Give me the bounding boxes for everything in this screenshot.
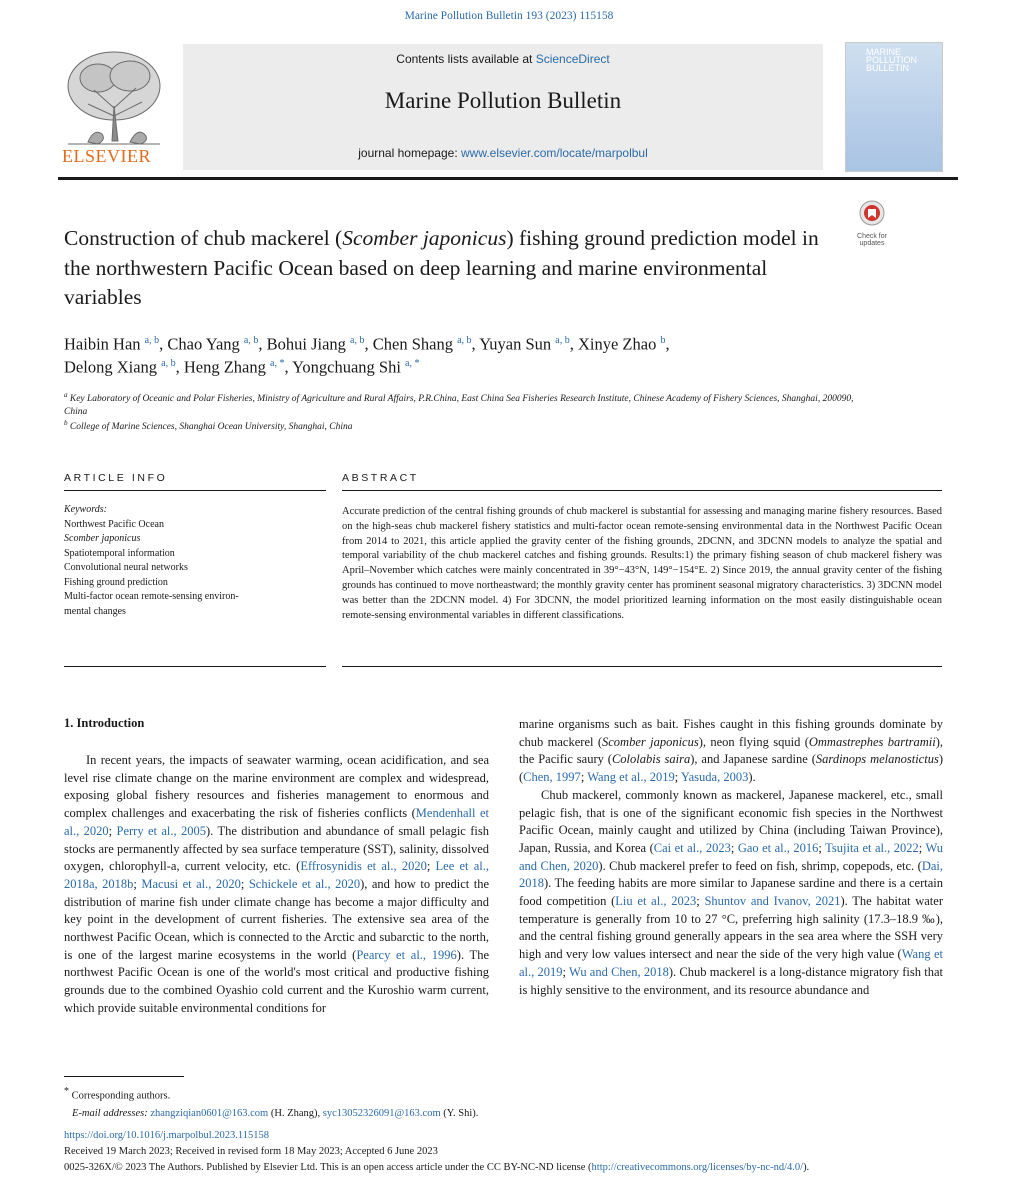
paragraph bbox=[519, 716, 943, 787]
affiliation-b-text: College of Marine Sciences, Shanghai Ocean University, Shanghai, China bbox=[69, 422, 353, 433]
author-affil-marker[interactable]: a, b bbox=[457, 335, 472, 346]
article-title-part2: ) fishing ground prediction model in the northwestern Pacific Ocean based on deep learning and marine environmental variables bbox=[64, 226, 819, 309]
email-owner: (Y. Shi). bbox=[440, 1107, 479, 1119]
citation-link[interactable]: Mendenhall et al., 2020 bbox=[64, 806, 489, 838]
article-title-species: Scomber japonicus bbox=[342, 226, 507, 250]
corresponding-footnote bbox=[64, 1083, 944, 1122]
citation-separator: ; bbox=[240, 876, 249, 891]
citation-separator: ; bbox=[674, 770, 681, 785]
author-name[interactable]: Haibin Han bbox=[64, 334, 141, 354]
paragraph-text: ), and how to predict the distribution of marine fish under climate change has become a major difficulty and key point in the development of current fisheries. The extensive sea area of the northwest Pacific Ocean, which is connected to the Arctic and subarctic to the north, is one of the largest marine ecosystems in the world ( bbox=[64, 876, 490, 962]
paragraph-text: ), and Japanese sardine ( bbox=[690, 752, 816, 767]
author-name[interactable]: Chen Shang bbox=[372, 334, 453, 354]
citation-link[interactable]: Dai, 2018 bbox=[519, 858, 943, 891]
citation-separator: ; bbox=[108, 823, 117, 838]
abstract-divider bbox=[342, 490, 942, 491]
species-name: Cololabis saira bbox=[611, 752, 691, 767]
affiliation-b: $^b$ College of Marine Sciences, Shanghai Ocean University, Shanghai, China bbox=[64, 419, 353, 433]
email-line bbox=[64, 1105, 944, 1122]
article-info-bottom-divider bbox=[64, 666, 326, 667]
paragraph-text: ). Chub mackerel is a long-distance migratory fish that is highly sensitive to the environment, and its resource abundance and bbox=[519, 964, 943, 997]
author-affil-marker[interactable]: a, b bbox=[243, 335, 259, 346]
section-heading-introduction: 1. Introduction bbox=[64, 716, 145, 730]
citation-link[interactable]: Wu and Chen, 2020 bbox=[519, 840, 944, 873]
paragraph-text: ). The feeding habits are more similar to Japanese sardine and there is a certain food competition ( bbox=[519, 876, 943, 909]
header-divider bbox=[58, 177, 958, 180]
license-text: 0025-326X/© 2023 The Authors. Published by Elsevier Ltd. This is an open access article under the CC BY-NC-ND license ( bbox=[64, 1162, 592, 1173]
paragraph-text: ) ( bbox=[519, 752, 943, 785]
citation-link[interactable]: Pearcy et al., 1996 bbox=[356, 947, 457, 962]
citation-separator: ; bbox=[696, 894, 705, 909]
paragraph bbox=[519, 787, 943, 999]
citation-link[interactable]: Wu and Chen, 2018 bbox=[569, 964, 669, 979]
keyword-item: Scomber japonicus bbox=[64, 533, 141, 544]
contents-prefix: Contents lists available at bbox=[396, 52, 536, 66]
citation-link[interactable]: Lee et al., 2018a, 2018b bbox=[64, 859, 490, 891]
body-column-right bbox=[519, 716, 943, 999]
citation-link[interactable]: Effrosynidis et al., 2020 bbox=[300, 859, 427, 874]
species-name: Scomber japonicus bbox=[602, 734, 699, 749]
citation-link[interactable]: Gao et al., 2016 bbox=[737, 840, 819, 855]
email-label: E-mail addresses: bbox=[72, 1107, 148, 1119]
sciencedirect-link[interactable]: ScienceDirect bbox=[535, 52, 610, 66]
keyword-item: Fishing ground prediction bbox=[64, 576, 168, 588]
paragraph-text: In recent years, the impacts of seawater warming, ocean acidification, and sea level rise climate change on the marine environment are complex and widespread, exposing global fishery resources and fisheries management to enormous and complex challenges and exacerbating the risk of fisheries conflicts ( bbox=[64, 753, 489, 821]
author-name[interactable]: Xinye Zhao bbox=[577, 334, 657, 354]
homepage-line bbox=[183, 146, 823, 160]
citation-link[interactable]: Yasuda, 2003 bbox=[680, 770, 749, 785]
citation-link[interactable]: Cai et al., 2023 bbox=[653, 840, 731, 855]
author-affil-marker[interactable]: a, b bbox=[161, 358, 176, 369]
author-affil-marker[interactable]: b bbox=[660, 335, 666, 346]
citation-separator: ; bbox=[730, 840, 738, 855]
keyword-item: Spatiotemporal information bbox=[64, 547, 175, 559]
citation-separator: ; bbox=[426, 859, 436, 874]
citation-separator: ; bbox=[818, 840, 826, 855]
abstract-bottom-divider bbox=[342, 666, 942, 667]
citation-separator: ; bbox=[562, 964, 570, 979]
citation-link[interactable]: Wang et al., 2019 bbox=[519, 947, 943, 979]
author-name[interactable]: Yuyan Sun bbox=[479, 334, 552, 354]
affiliation-a: $^a$ Key Laboratory of Oceanic and Polar Fisheries, Ministry of Agriculture and Rural Affairs, P.R.China, East China Sea Fisheries Research Institute, Chinese Academy of Fishery Sciences, Shanghai, 200090, China bbox=[64, 391, 854, 418]
paragraph-text: ), the Pacific saury ( bbox=[519, 734, 943, 767]
author-list-line: Delong Xiang $^{a, b}$, Heng Zhang $^{a, *}$, Yongchuang Shi $^{a, *}$ bbox=[64, 357, 420, 377]
citation-separator: ; bbox=[133, 876, 142, 891]
species-name: Ommastrephes bartramii bbox=[808, 734, 936, 749]
citation-separator: ; bbox=[580, 770, 588, 785]
elsevier-wordmark: ELSEVIER bbox=[62, 146, 151, 166]
email-link[interactable]: zhangziqian0601@163.com bbox=[150, 1107, 269, 1119]
cover-title: MARINE POLLUTION BULLETIN bbox=[866, 47, 918, 73]
doi-link[interactable]: https://doi.org/10.1016/j.marpolbul.2023.115158 bbox=[64, 1130, 270, 1141]
paragraph-text: ). The habitat water temperature is generally from 10 to 27 °C, preferring high salinity (17.3–18.9 ‰), and the central fishing ground generally appears in the sea area where the SSH very high and very low values intersect and near the side of the very high value ( bbox=[519, 894, 943, 962]
corresponding-label: Corresponding authors. bbox=[71, 1090, 171, 1102]
citation-link[interactable]: Shuntov and Ivanov, 2021 bbox=[704, 894, 841, 909]
contents-line bbox=[183, 52, 823, 66]
check-updates-icon bbox=[859, 200, 885, 226]
journal-homepage-link[interactable]: www.elsevier.com/locate/marpolbul bbox=[461, 146, 648, 160]
license-text: ). bbox=[803, 1162, 810, 1173]
citation-link[interactable]: Wang et al., 2019 bbox=[587, 770, 675, 785]
affiliation-a-text: Key Laboratory of Oceanic and Polar Fisheries, Ministry of Agriculture and Rural Affairs, P.R.China, East China Sea Fisheries Research Institute, Chinese Academy of Fishery Sciences, Shanghai, 200090, China bbox=[64, 394, 854, 418]
homepage-prefix: journal homepage: bbox=[358, 146, 461, 160]
footnote-divider bbox=[64, 1076, 184, 1077]
article-title bbox=[64, 224, 844, 313]
abstract-text: Accurate prediction of the central fishing grounds of chub mackerel is substantial for assessing and managing marine fishery resources. Based on the high-seas chub mackerel fishery statistics and multi-factor ocean remote-sensing environmental data in the Northwest Pacific Ocean from 2014 to 2021, this article applied the gravity center of the fishing grounds, 2DCNN, and 3DCNN models to analyze the spatial and temporal variability of the chub mackerel catches and fishing grounds. Results:1) the primary fishing season of chub mackerel fishery was April–November which catches were mainly concentrated in 39°−43°N, 149°−154°E. 2) Since 2019, the annual gravity center of the fishing grounds has continued to move northeastward; the monthly gravity center has prominent seasonal migratory characteristics. 3) 3DCNN model was better than the 2DCNN model. 4) For 3DCNN, the model prioritized learning information on the most easily distinguishable ocean remote-sensing environmental variables in different classifications. bbox=[342, 506, 942, 621]
author-affil-marker[interactable]: a, b bbox=[555, 335, 570, 346]
paragraph-text: ). bbox=[748, 770, 756, 785]
citation-link[interactable]: Macusi et al., 2020 bbox=[141, 876, 241, 891]
publication-metadata bbox=[64, 1128, 944, 1176]
journal-reference[interactable]: Marine Pollution Bulletin 193 (2023) 115158 bbox=[404, 10, 614, 22]
paragraph bbox=[64, 752, 489, 1018]
article-info-heading: ARTICLE INFO bbox=[64, 472, 168, 484]
author-affil-marker[interactable]: a, b bbox=[144, 335, 160, 346]
author-name[interactable]: Yongchuang Shi bbox=[292, 357, 401, 377]
email-owner: (H. Zhang), bbox=[268, 1107, 323, 1119]
keywords-block bbox=[64, 503, 294, 619]
article-info-divider bbox=[64, 490, 326, 491]
species-name: Sardinops melanostictus bbox=[815, 752, 939, 767]
paragraph-text: ). Chub mackerel prefer to feed on fish, shrimp, copepods, etc. ( bbox=[598, 858, 922, 873]
keyword-item: Multi-factor ocean remote-sensing environ- bbox=[64, 591, 239, 602]
author-name[interactable]: Chao Yang bbox=[167, 334, 240, 354]
author-list-line: Haibin Han $^{a, b}$, Chao Yang $^{a, b}$, Bohui Jiang $^{a, b}$, Chen Shang $^{a, b}$, Yuyan Sun $^{a, b}$, Xinye Zhao $^b$, bbox=[64, 334, 670, 354]
author-affil-marker[interactable]: a, * bbox=[270, 358, 285, 369]
body-column-left bbox=[64, 752, 489, 1018]
corresponding-note: * Corresponding authors. bbox=[64, 1086, 171, 1102]
author-affil-marker[interactable]: a, * bbox=[405, 358, 420, 369]
license-line bbox=[64, 1160, 944, 1176]
email-link[interactable]: syc13052326091@163.com bbox=[322, 1107, 441, 1119]
keyword-item: mental changes bbox=[64, 605, 126, 617]
keywords-label: Keywords: bbox=[64, 504, 107, 515]
abstract-heading: ABSTRACT bbox=[342, 472, 419, 484]
paragraph-text: ). The northwest Pacific Ocean is one of the world's most critical and productive fishing grounds due to the combined Oyashio cold current and the Kuroshio warm current, which provide suitable environmental conditions for bbox=[64, 947, 489, 1015]
paragraph-text: ), neon flying squid ( bbox=[698, 734, 809, 749]
check-for-updates-button[interactable] bbox=[847, 200, 897, 246]
paragraph-text: Chub mackerel, commonly known as mackerel, Japanese mackerel, etc., small pelagic fish, that is one of the significant economic fish species in the Northwest Pacific Ocean, mainly caught and utilized by China (including Taiwan Province), Japan, Russia, and Korea ( bbox=[519, 787, 943, 855]
paragraph-text: marine organisms such as bait. Fishes caught in this fishing grounds dominate by chub mackerel ( bbox=[519, 717, 943, 749]
journal-title: Marine Pollution Bulletin bbox=[384, 88, 622, 113]
keyword-item: Northwest Pacific Ocean bbox=[64, 518, 164, 530]
keyword-item: Convolutional neural networks bbox=[64, 562, 188, 573]
received-dates: Received 19 March 2023; Received in revised form 18 May 2023; Accepted 6 June 2023 bbox=[64, 1146, 438, 1157]
citation-link[interactable]: Liu et al., 2023 bbox=[615, 894, 697, 909]
license-link[interactable]: http://creativecommons.org/licenses/by-nc-nd/4.0/ bbox=[591, 1162, 804, 1173]
author-name[interactable]: Bohui Jiang bbox=[266, 334, 346, 354]
author-name[interactable]: Heng Zhang bbox=[183, 357, 266, 377]
author-name[interactable]: Delong Xiang bbox=[64, 357, 158, 377]
citation-link[interactable]: Tsujita et al., 2022 bbox=[825, 840, 919, 855]
citation-link[interactable]: Chen, 1997 bbox=[523, 770, 581, 785]
citation-link[interactable]: Schickele et al., 2020 bbox=[248, 876, 361, 891]
citation-link[interactable]: Perry et al., 2005 bbox=[116, 823, 207, 838]
article-title-part1: Construction of chub mackerel ( bbox=[64, 226, 343, 250]
check-updates-label: Check for updates bbox=[857, 233, 887, 247]
paragraph-text: ). The distribution and abundance of small pelagic fish stocks are permanently affected by sea surface temperature (SST), salinity, dissolved oxygen, chlorophyll-a, current velocity, etc. ( bbox=[64, 823, 489, 874]
citation-separator: ; bbox=[918, 840, 926, 855]
author-affil-marker[interactable]: a, b bbox=[350, 335, 365, 346]
